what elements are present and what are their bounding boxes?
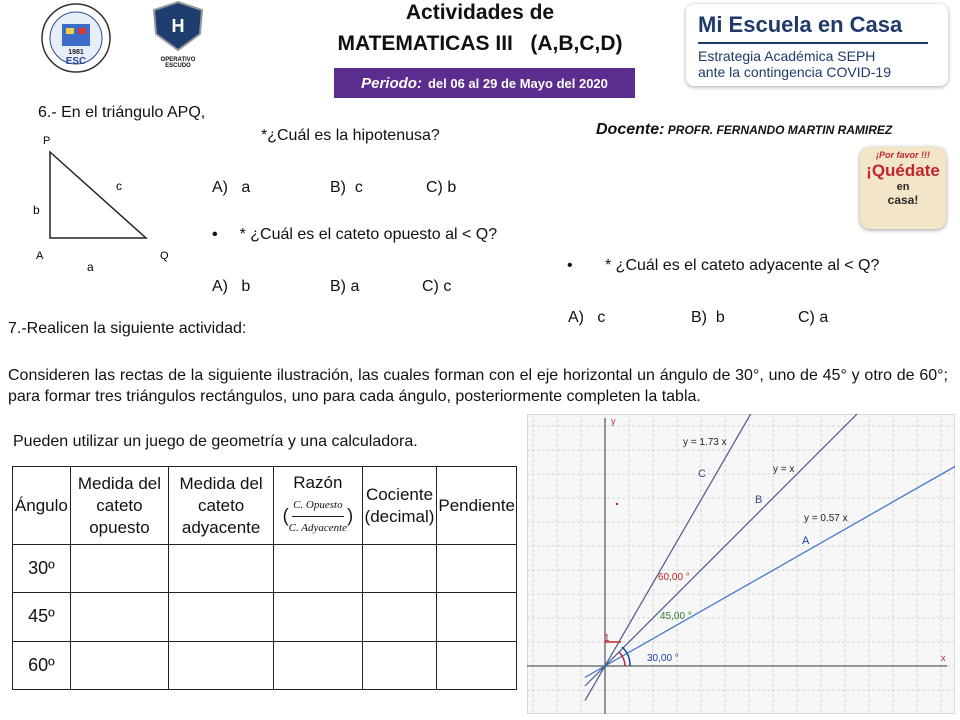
teacher-label: Docente: xyxy=(596,121,665,138)
ratio-numerator: C. Opuesto xyxy=(292,494,344,517)
stay-home-line3: en xyxy=(896,181,910,193)
cell-blank[interactable] xyxy=(169,593,274,641)
q6-sub3-bullet: • xyxy=(567,257,573,274)
side-c: c xyxy=(116,179,122,193)
angle-label-30: 30,00 ° xyxy=(647,653,679,664)
header-pendiente: Pendiente xyxy=(437,467,517,545)
q6-sub3: * ¿Cuál es el cateto adyacente al < Q? xyxy=(605,257,880,274)
ratio-denominator: C. Adyacente xyxy=(288,522,348,534)
table-row xyxy=(13,545,517,593)
vertex-q: Q xyxy=(160,250,169,262)
side-b: b xyxy=(33,203,40,217)
q7-paragraph2: Pueden utilizar un juego de geometría y una calculadora. xyxy=(13,433,418,450)
stay-home-badge xyxy=(860,147,946,229)
x-axis-label: x xyxy=(941,653,946,663)
svg-text:H: H xyxy=(171,16,185,36)
teacher-line xyxy=(596,121,892,139)
side-a: a xyxy=(87,260,94,274)
svg-text:ESC: ESC xyxy=(65,56,87,67)
line-label-c: C xyxy=(698,468,706,480)
q6-sub3-opt-b: B) b xyxy=(691,309,725,326)
q7-title: 7.-Realicen la siguiente actividad: xyxy=(8,320,247,337)
escudo-text: ESCUDO xyxy=(165,63,191,69)
cell-blank[interactable] xyxy=(362,545,437,593)
line-label-a: A xyxy=(802,535,810,547)
cell-blank[interactable] xyxy=(362,593,437,641)
q6-sub1-opt-a: A) a xyxy=(212,179,251,196)
q6-sub1: *¿Cuál es la hipotenusa? xyxy=(261,127,440,144)
q6-sub1-opt-b: B) c xyxy=(330,179,363,196)
equation-c: y = 1.73 x xyxy=(683,437,727,448)
line-label-b: B xyxy=(755,494,763,506)
vertex-p: P xyxy=(43,135,51,147)
q6-sub2-bullet: • xyxy=(212,226,218,243)
angle-label-60: 60,00 ° xyxy=(658,572,690,583)
lines-graph xyxy=(527,414,955,714)
ratio-table xyxy=(12,466,517,690)
stay-home-line2: ¡Quédate xyxy=(866,161,940,180)
teacher-name: PROFR. FERNANDO MARTIN RAMIREZ xyxy=(667,123,893,137)
header-cociente: Cociente (decimal) xyxy=(362,467,437,545)
header-angle: Ángulo xyxy=(13,467,71,545)
q6-sub3-opt-a: A) c xyxy=(568,309,606,326)
cell-blank[interactable] xyxy=(169,641,274,689)
q6-sub2-opt-a: A) b xyxy=(212,278,251,295)
cell-blank[interactable] xyxy=(362,641,437,689)
header-razon-label: Razón xyxy=(293,473,343,492)
q6-sub1-opt-c: C) b xyxy=(426,179,457,196)
period-label: Periodo: xyxy=(361,74,422,92)
table-header-row xyxy=(13,467,517,545)
header-opuesto: Medida del cateto opuesto xyxy=(70,467,168,545)
q6-sub3-opt-c: C) a xyxy=(798,309,829,326)
row-angle-45: 45º xyxy=(13,593,71,641)
shield-icon xyxy=(150,0,206,52)
row-angle-60: 60º xyxy=(13,641,71,689)
stay-home-line4: casa! xyxy=(887,193,919,207)
ratio-fraction: ( $\frac{\text{C. Opuesto}}{\text{C. Adyacente}}$ ) xyxy=(275,494,361,539)
cell-blank[interactable] xyxy=(437,593,517,641)
brand-line2: ante la contingencia COVID-19 xyxy=(698,64,891,80)
cell-blank[interactable] xyxy=(437,641,517,689)
vertex-a: A xyxy=(36,250,44,262)
q6-sub2-opt-c: C) c xyxy=(422,278,452,295)
cell-blank[interactable] xyxy=(70,641,168,689)
cell-blank[interactable] xyxy=(169,545,274,593)
table-row xyxy=(13,593,517,641)
cell-blank[interactable] xyxy=(274,641,363,689)
triangle-apq xyxy=(28,130,178,280)
equation-a: y = 0.57 x xyxy=(804,513,848,524)
period-value: del 06 al 29 de Mayo del 2020 xyxy=(427,75,608,91)
unit-label: 1 xyxy=(604,633,610,644)
q7-paragraph: Consideren las rectas de la siguiente ilustración, las cuales forman con el eje horizontal un ángulo de 30°, uno de 45° y otro de 60°; para formar tres triángulos rectángulos, uno para cada ángulo, posteriormente completen la tabla. xyxy=(8,367,948,405)
stay-home-line1: ¡Por favor !!! xyxy=(876,150,930,160)
equation-b: y = x xyxy=(773,464,795,475)
y-axis-label: y xyxy=(611,416,616,426)
operativo-text: OPERATIVO xyxy=(160,57,196,63)
red-dot xyxy=(616,503,618,505)
cell-blank[interactable] xyxy=(274,593,363,641)
row-angle-30: 30º xyxy=(13,545,71,593)
svg-text:1981: 1981 xyxy=(68,49,84,56)
operativo-escudo-logo xyxy=(150,0,206,80)
page-title-line2: MATEMATICAS III (A,B,C,D) xyxy=(337,32,623,55)
q6-title: 6.- En el triángulo APQ, xyxy=(38,104,206,121)
brand-title: Mi Escuela en Casa xyxy=(698,12,903,37)
header-adyacente: Medida del cateto adyacente xyxy=(169,467,274,545)
q6-sub2: • * ¿Cuál es el cateto opuesto al < Q? xyxy=(212,226,497,244)
period-banner xyxy=(334,68,635,98)
school-seal-icon xyxy=(40,2,112,74)
page-title-line1: Actividades de xyxy=(405,1,555,24)
cell-blank[interactable] xyxy=(70,593,168,641)
cell-blank[interactable] xyxy=(274,545,363,593)
header-razon xyxy=(274,467,363,545)
mi-escuela-brand xyxy=(686,4,948,86)
cell-blank[interactable] xyxy=(70,545,168,593)
school-logo xyxy=(40,2,112,74)
angle-label-45: 45,00 ° xyxy=(660,611,692,622)
table-row xyxy=(13,641,517,689)
q6-sub2-opt-b: B) a xyxy=(330,278,360,295)
brand-line1: Estrategia Académica SEPH xyxy=(698,48,876,64)
cell-blank[interactable] xyxy=(437,545,517,593)
brand-divider xyxy=(698,42,928,44)
